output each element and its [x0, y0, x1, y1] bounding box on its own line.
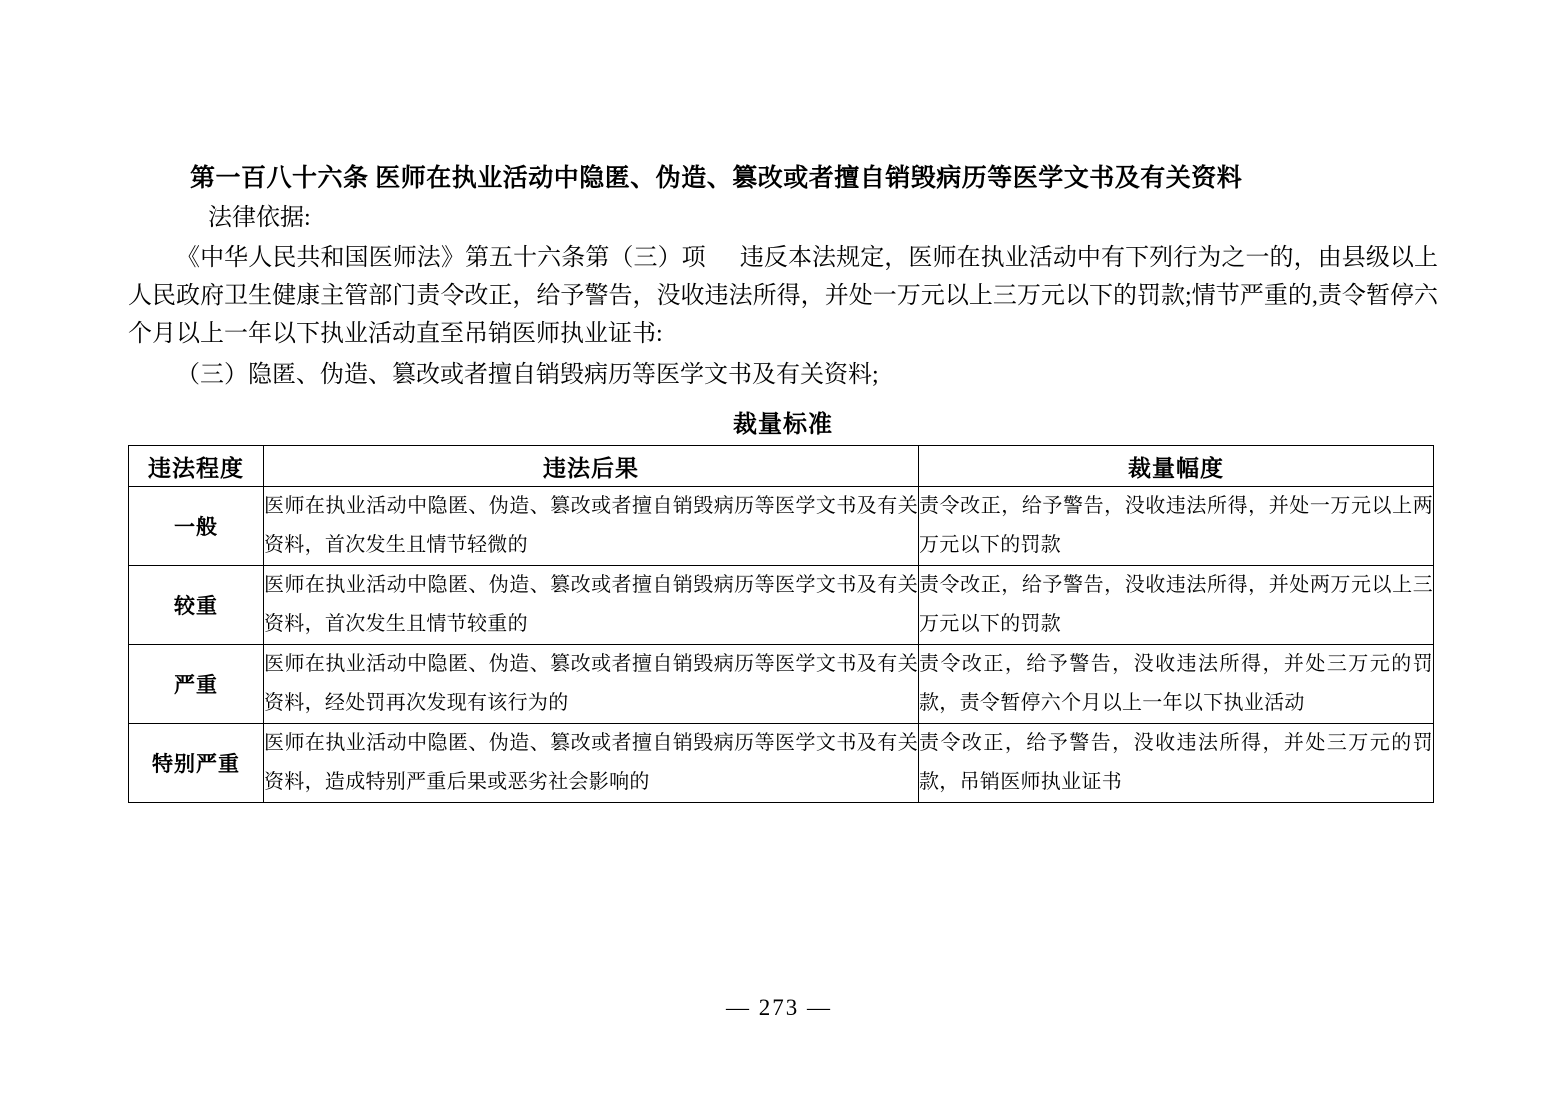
legal-item-paragraph: （三）隐匿、伪造、篡改或者擅自销毁病历等医学文书及有关资料;: [176, 361, 879, 388]
column-header-consequence: 违法后果: [264, 446, 919, 487]
cell-range: 责令改正，给予警告，没收违法所得，并处一万元以上两万元以下的罚款: [919, 487, 1434, 566]
cell-level: 严重: [129, 645, 264, 724]
document-content: [128, 160, 1438, 803]
page-title: 第一百八十六条 医师在执业活动中隐匿、伪造、篡改或者擅自销毁病历等医学文书及有关资料: [190, 165, 1243, 192]
legal-basis-body: 违反本法规定，医师在执业活动中有下列行为之一的，由县级以上人民政府卫生健康主管部门责令改正，给予警告，没收违法所得，并处一万元以上三万元以下的罚款;情节严重的,责令暂停六个月以上一年以下执业活动直至吊销医师执业证书:: [128, 244, 1439, 348]
cell-range: 责令改正，给予警告，没收违法所得，并处两万元以上三万元以下的罚款: [919, 566, 1434, 645]
legal-basis-paragraph: [128, 239, 1438, 354]
legal-basis-citation: 《中华人民共和国医师法》第五十六条第（三）项: [176, 244, 706, 271]
cell-level: 较重: [129, 566, 264, 645]
cell-range: 责令改正，给予警告，没收违法所得，并处三万元的罚款，责令暂停六个月以上一年以下执业活动: [919, 645, 1434, 724]
cell-consequence: 医师在执业活动中隐匿、伪造、篡改或者擅自销毁病历等医学文书及有关资料，首次发生且情节轻微的: [264, 487, 919, 566]
column-header-level: 违法程度: [129, 446, 264, 487]
table-row: [129, 645, 1434, 724]
cell-level: 特别严重: [129, 724, 264, 803]
discretion-standard-table: [128, 445, 1434, 803]
legal-basis-label: 法律依据:: [208, 204, 311, 231]
page-number: — 273 —: [726, 995, 832, 1020]
cell-consequence: 医师在执业活动中隐匿、伪造、篡改或者擅自销毁病历等医学文书及有关资料，经处罚再次发现有该行为的: [264, 645, 919, 724]
cell-consequence: 医师在执业活动中隐匿、伪造、篡改或者擅自销毁病历等医学文书及有关资料，首次发生且情节较重的: [264, 566, 919, 645]
cell-level: 一般: [129, 487, 264, 566]
table-row: [129, 724, 1434, 803]
table-row: [129, 566, 1434, 645]
cell-consequence: 医师在执业活动中隐匿、伪造、篡改或者擅自销毁病历等医学文书及有关资料，造成特别严重后果或恶劣社会影响的: [264, 724, 919, 803]
table-caption: 裁量标准: [733, 412, 833, 439]
table-header-row: [129, 446, 1434, 487]
column-header-range: 裁量幅度: [919, 446, 1434, 487]
table-row: [129, 487, 1434, 566]
cell-range: 责令改正，给予警告，没收违法所得，并处三万元的罚款，吊销医师执业证书: [919, 724, 1434, 803]
